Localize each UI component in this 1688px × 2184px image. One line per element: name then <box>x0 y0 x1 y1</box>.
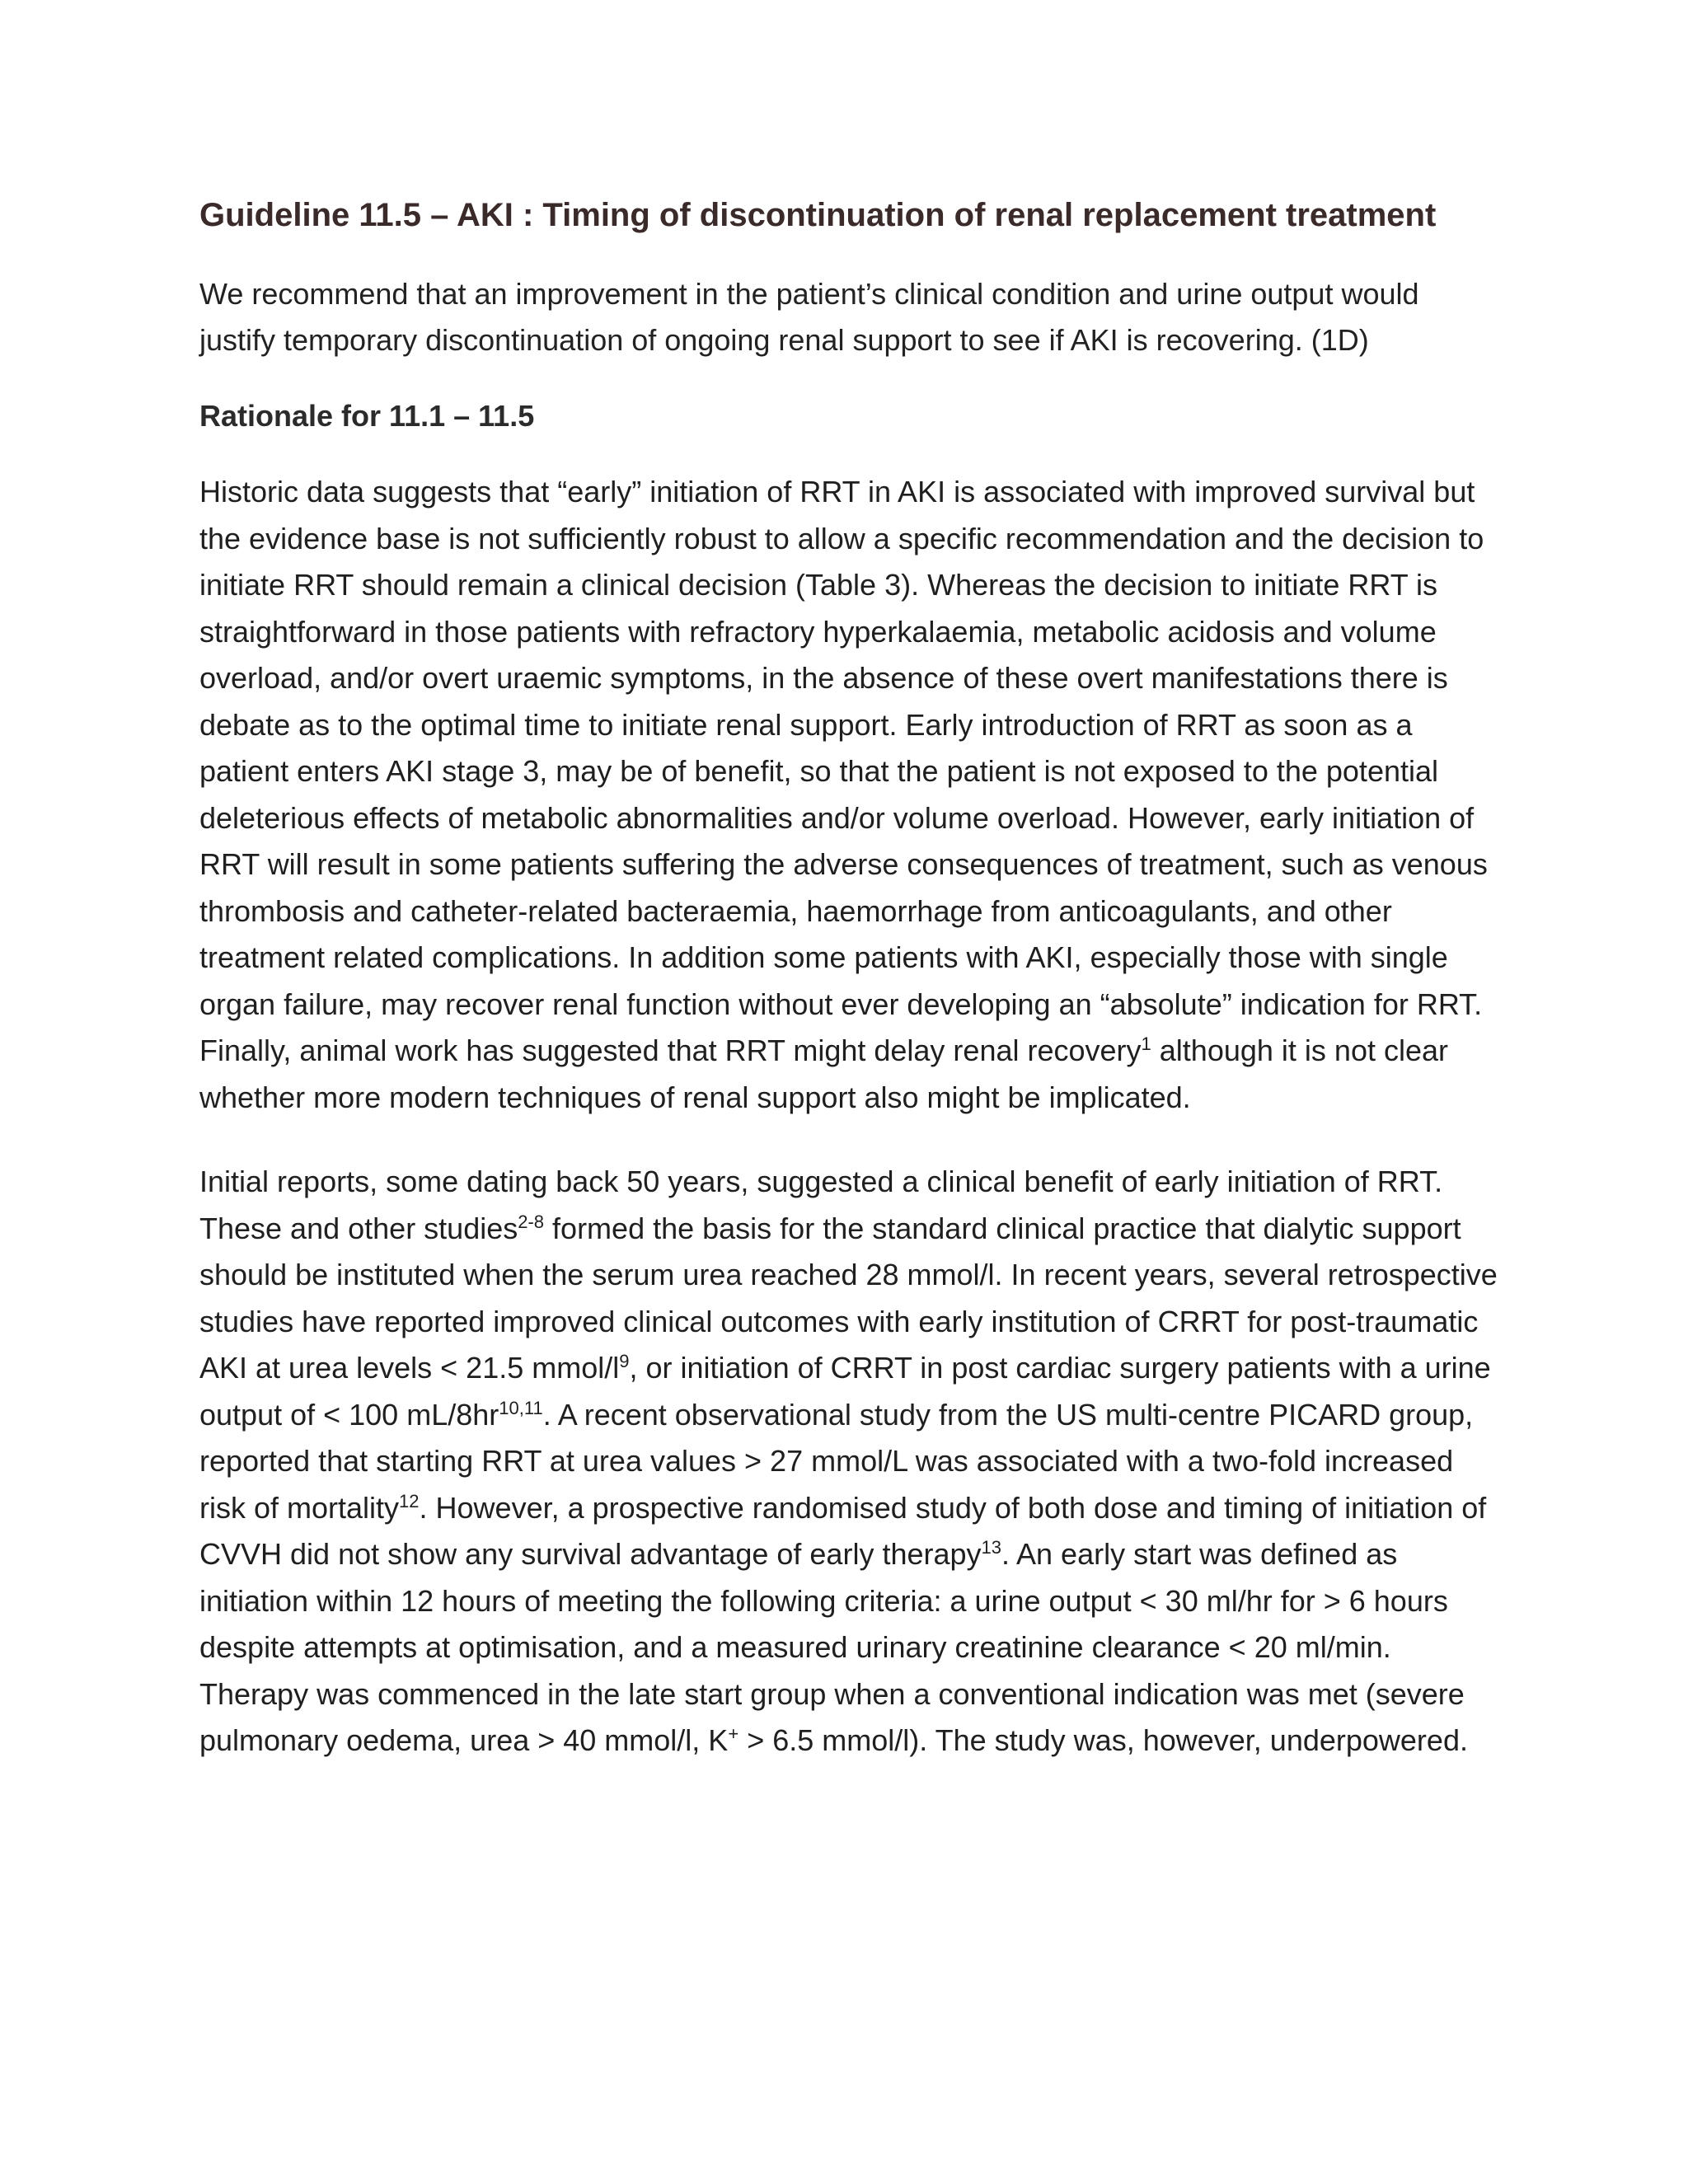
paragraph-text: . A recent observational study from the US multi-centre PICARD group, reported that starting RRT at urea values > 27 mmol/L was associated with a two-fold increased risk of mortality <box>199 1397 1474 1525</box>
potassium-charge-superscript: + <box>728 1723 739 1744</box>
paragraph-text: Historic data suggests that “early” initiation of RRT in AKI is associated with improved survival but the evidence base is not sufficiently robust to allow a specific recommendation and the decision to initiate RRT should remain a clinical decision (Table 3). Whereas the decision to initiate RRT is straightforward in those patients with refractory hyperkalaemia, metabolic acidosis and volume overload, and/or overt uraemic symptoms, in the absence of these overt manifestations there is debate as to the optimal time to initiate renal support. Early introduction of RRT as soon as a patient enters AKI stage 3, may be of benefit, so that the patient is not exposed to the potential deleterious effects of metabolic abnormalities and/or volume overload. However, early initiation of RRT will result in some patients suffering the adverse consequences of treatment, such as venous thrombosis and catheter-related bacteraemia, haemorrhage from anticoagulants, and other treatment related complications. In addition some patients with AKI, especially those with single organ failure, may recover renal function without ever developing an “absolute” indication for RRT. Finally, animal work has suggested that RRT might delay renal recovery <box>199 475 1488 1067</box>
paragraph-text: although it is not clear whether more modern techniques of renal support also might be implicated. <box>199 1033 1448 1114</box>
paragraph-text: > 6.5 mmol/l). The study was, however, underpowered. <box>738 1723 1468 1757</box>
reference-superscript: 13 <box>981 1537 1001 1558</box>
reference-superscript: 9 <box>619 1351 630 1371</box>
guideline-recommendation: We recommend that an improvement in the patient’s clinical condition and urine output would justify temporary discontinuation of ongoing renal support to see if AKI is recovering. (1D) <box>199 277 1419 357</box>
paragraph-text: . An early start was defined as initiation within 12 hours of meeting the following criteria: a urine output < 30 ml/hr for > 6 hours despite attempts at optimisation, and a measured urinary creatinine clearance < 20 ml/min. Therapy was commenced in the late start group when a conventional indication was met (severe pulmonary oedema, urea > 40 mmol/l, K <box>199 1537 1465 1757</box>
paragraph-text: , or initiation of CRRT in post cardiac surgery patients with a urine output of < 100 mL/8hr <box>199 1351 1491 1432</box>
reference-superscript: 2-8 <box>518 1211 545 1232</box>
reference-superscript: 1 <box>1141 1033 1151 1054</box>
document-body <box>199 195 1498 1765</box>
paragraph-text: Initial reports, some dating back 50 years, suggested a clinical benefit of early initiation of RRT. These and other studies <box>199 1165 1443 1245</box>
reference-superscript: 12 <box>399 1490 420 1511</box>
paragraph-text: formed the basis for the standard clinical practice that dialytic support should be instituted when the serum urea reached 28 mmol/l. In recent years, several retrospective studies have reported improved clinical outcomes with early institution of CRRT for post-traumatic AKI at urea levels < 21.5 mmol/l <box>199 1211 1498 1385</box>
rationale-paragraph-2 <box>199 1159 1498 1765</box>
guideline-title: Guideline 11.5 – AKI : Timing of discontinuation of renal replacement treatment <box>199 197 1437 233</box>
reference-superscript: 10,11 <box>499 1397 543 1418</box>
rationale-paragraph-1 <box>199 469 1498 1121</box>
rationale-heading: Rationale for 11.1 – 11.5 <box>199 399 535 433</box>
paragraph-text: . However, a prospective randomised study of both dose and timing of initiation of CVVH did not show any survival advantage of early therapy <box>199 1490 1487 1571</box>
